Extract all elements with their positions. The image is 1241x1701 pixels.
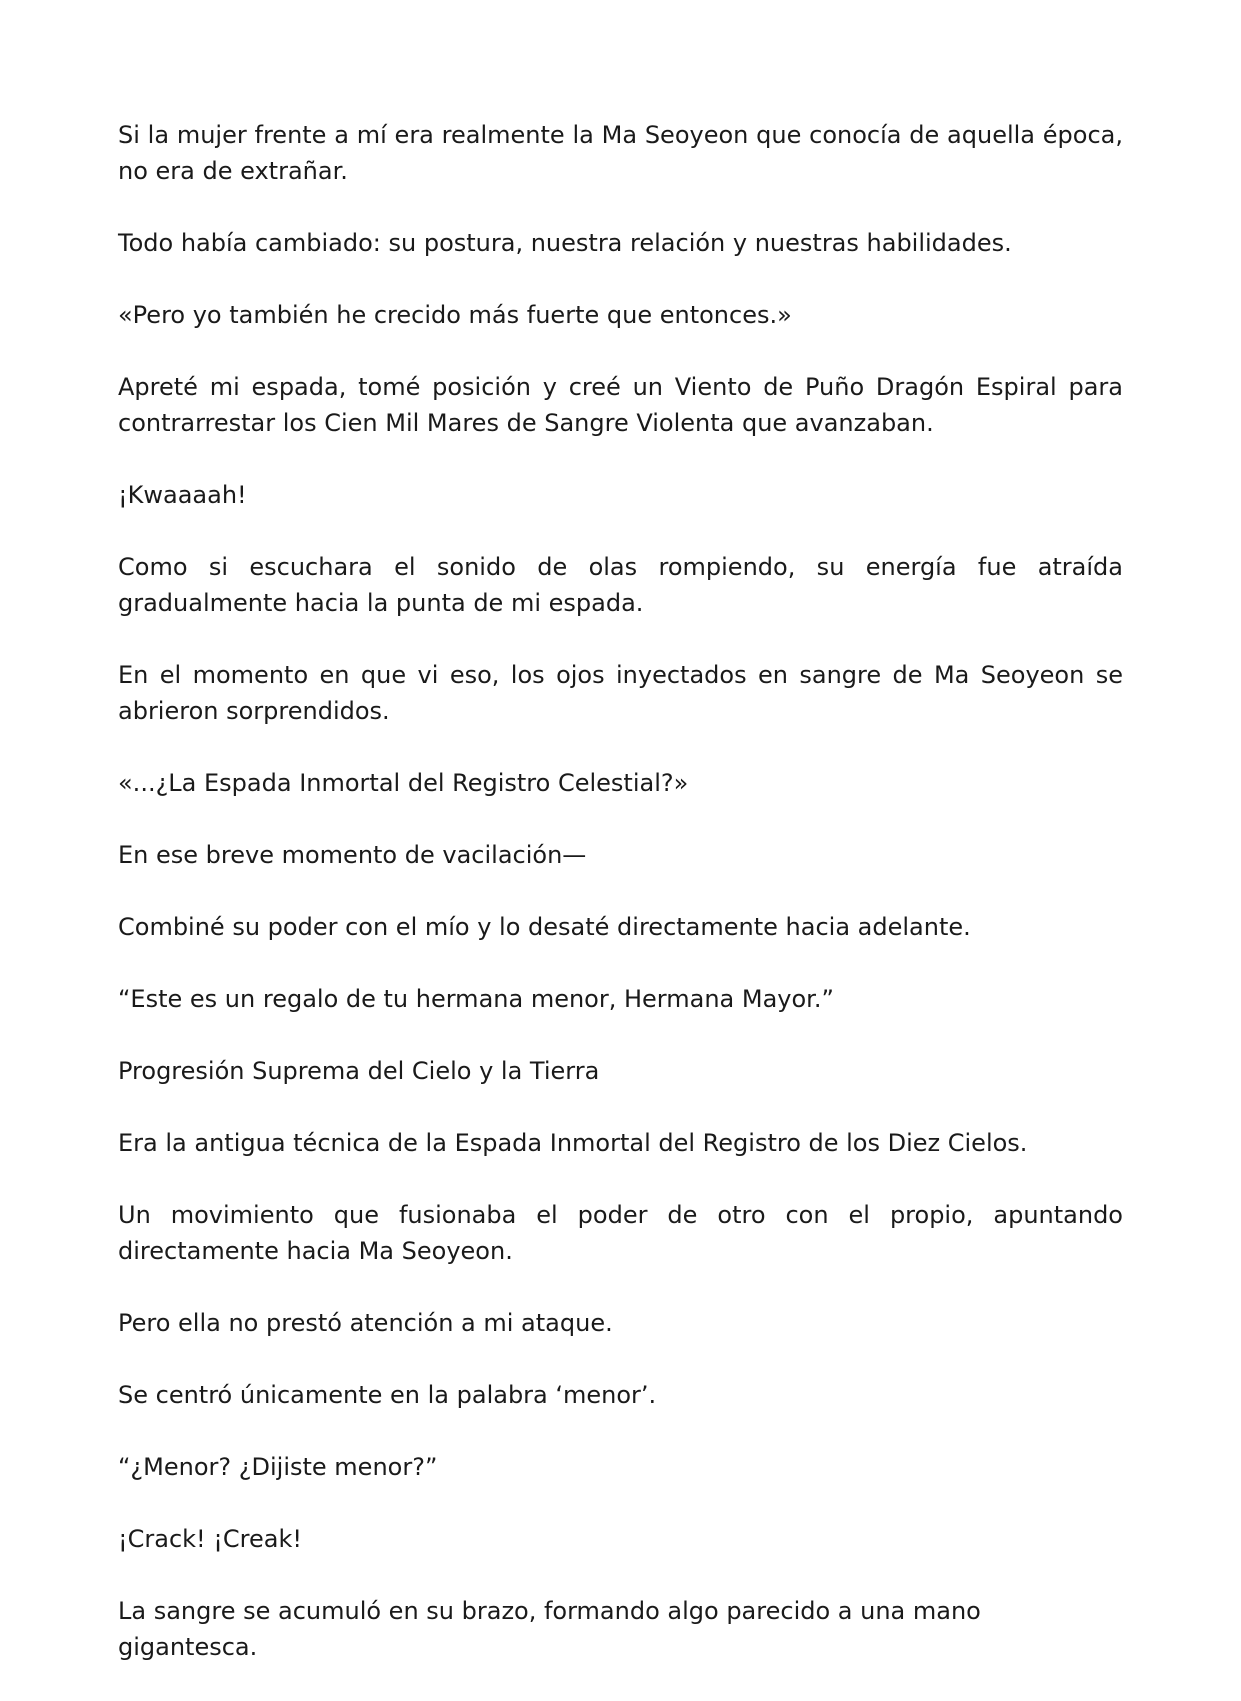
paragraph: «...¿La Espada Inmortal del Registro Celestial?» [118, 769, 689, 797]
paragraph: Como si escuchara el sonido de olas rompiendo, su energía fue atraída gradualmente hacia la punta de mi espada. [118, 553, 1123, 617]
paragraph: “¿Menor? ¿Dijiste menor?” [118, 1453, 438, 1481]
paragraph: Un movimiento que fusionaba el poder de otro con el propio, apuntando directamente hacia Ma Seoyeon. [118, 1201, 1123, 1265]
paragraph: Pero ella no prestó atención a mi ataque. [118, 1309, 613, 1337]
paragraph: Todo había cambiado: su postura, nuestra relación y nuestras habilidades. [118, 229, 1012, 257]
paragraph: Era la antigua técnica de la Espada Inmortal del Registro de los Diez Cielos. [118, 1129, 1028, 1157]
paragraph: Combiné su poder con el mío y lo desaté directamente hacia adelante. [118, 913, 971, 941]
paragraph: «Pero yo también he crecido más fuerte que entonces.» [118, 301, 792, 329]
paragraph: “Este es un regalo de tu hermana menor, Hermana Mayor.” [118, 985, 834, 1013]
paragraph: Si la mujer frente a mí era realmente la Ma Seoyeon que conocía de aquella época, no era de extrañar. [118, 121, 1123, 185]
paragraph: Apreté mi espada, tomé posición y creé un Viento de Puño Dragón Espiral para contrarrestar los Cien Mil Mares de Sangre Violenta que avanzaban. [118, 373, 1123, 437]
paragraph: ¡Kwaaaah! [118, 481, 247, 509]
paragraph: Progresión Suprema del Cielo y la Tierra [118, 1057, 600, 1085]
paragraph: La sangre se acumuló en su brazo, formando algo parecido a una mano gigantesca. [118, 1597, 981, 1661]
paragraph: En el momento en que vi eso, los ojos inyectados en sangre de Ma Seoyeon se abrieron sorprendidos. [118, 661, 1123, 725]
paragraph: En ese breve momento de vacilación— [118, 841, 587, 869]
paragraph: Se centró únicamente en la palabra ‘menor’. [118, 1381, 657, 1409]
paragraph: ¡Crack! ¡Creak! [118, 1525, 303, 1553]
document-page [118, 117, 1123, 1701]
